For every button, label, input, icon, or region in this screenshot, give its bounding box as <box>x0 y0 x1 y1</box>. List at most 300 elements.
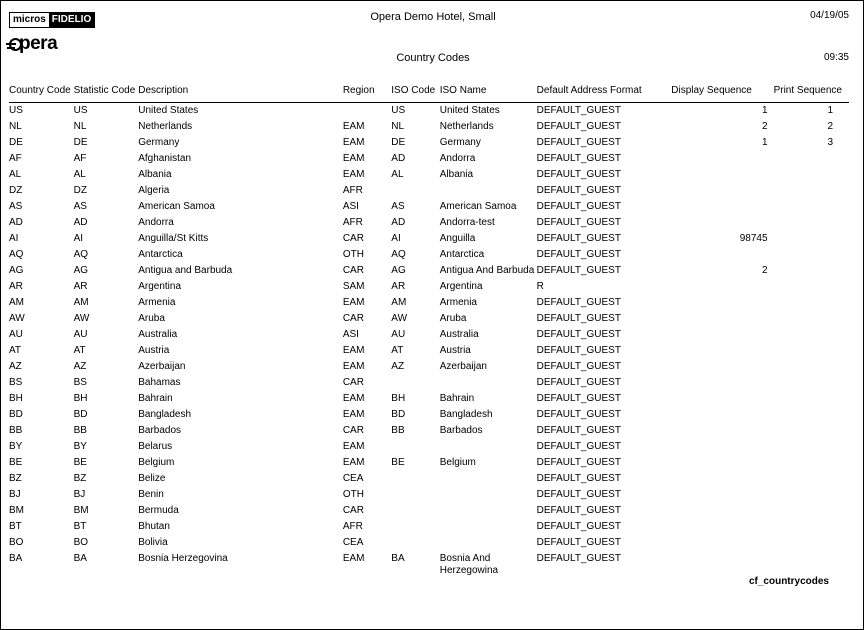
cell-iso-name: Argentina <box>439 281 483 292</box>
cell-address-format: DEFAULT_GUEST <box>536 233 621 244</box>
cell-iso-name <box>440 519 537 535</box>
cell-display-sequence: 2 <box>762 265 768 276</box>
cell-description: Armenia <box>138 297 176 308</box>
cell-statistic-code: AD <box>73 217 88 228</box>
cell-display-sequence <box>671 535 773 551</box>
column-header-address-format: Default Address Format <box>536 85 642 96</box>
cell-iso-name: Armenia <box>439 297 477 308</box>
cell-country-code: AS <box>9 201 23 212</box>
cell-iso-code <box>391 439 439 455</box>
cell-iso-name <box>440 375 537 391</box>
cell-print-sequence <box>774 151 849 167</box>
cell-iso-name: Albania <box>439 169 474 180</box>
cell-address-format: DEFAULT_GUEST <box>536 185 621 196</box>
cell-region: ASI <box>342 201 359 212</box>
cell-statistic-code: AM <box>73 297 89 308</box>
cell-description: Argentina <box>138 281 182 292</box>
cell-display-sequence: 1 <box>762 105 768 116</box>
cell-statistic-code: AG <box>73 265 89 276</box>
cell-iso-code: AT <box>391 345 404 356</box>
cell-iso-name: Bangladesh <box>439 409 493 420</box>
cell-iso-code: AU <box>391 329 406 340</box>
cell-display-sequence: 98745 <box>739 233 768 244</box>
cell-address-format: DEFAULT_GUEST <box>536 393 621 404</box>
cell-region: AFR <box>342 185 363 196</box>
cell-print-sequence <box>774 487 849 503</box>
print-time: 09:35 <box>823 52 849 63</box>
cell-description: Antarctica <box>138 249 183 260</box>
cell-country-code: AD <box>9 217 23 228</box>
cell-country-code: AF <box>9 153 22 164</box>
cell-description: Bahrain <box>138 393 173 404</box>
column-header-iso-name: ISO Name <box>439 85 487 96</box>
cell-display-sequence <box>671 167 773 183</box>
cell-display-sequence <box>671 359 773 375</box>
cell-address-format: DEFAULT_GUEST <box>536 265 621 276</box>
cell-address-format: DEFAULT_GUEST <box>536 537 621 548</box>
cell-print-sequence <box>774 343 849 359</box>
cell-print-sequence <box>774 247 849 263</box>
cell-display-sequence <box>671 503 773 519</box>
cell-iso-code <box>391 471 439 487</box>
cell-print-sequence <box>774 167 849 183</box>
cell-iso-code: BE <box>391 457 405 468</box>
table-row <box>9 183 849 199</box>
table-row <box>9 135 849 151</box>
cell-region: EAM <box>342 121 365 132</box>
cell-description: Antigua and Barbuda <box>138 265 233 276</box>
cell-address-format: DEFAULT_GUEST <box>536 489 621 500</box>
cell-description: Bermuda <box>138 505 179 516</box>
cell-description: Germany <box>138 137 180 148</box>
country-codes-table <box>9 85 849 579</box>
column-header-iso-code: ISO Code <box>391 85 436 96</box>
cell-print-sequence <box>774 327 849 343</box>
page-title: Country Codes <box>396 52 470 64</box>
cell-country-code: BE <box>9 457 23 468</box>
cell-iso-code: AZ <box>391 361 405 372</box>
cell-country-code: AU <box>9 329 23 340</box>
cell-region: CEA <box>342 537 364 548</box>
cell-print-sequence <box>774 231 849 247</box>
cell-country-code: BS <box>9 377 23 388</box>
cell-description: Andorra <box>138 217 174 228</box>
cell-print-sequence <box>774 455 849 471</box>
cell-region: CAR <box>342 377 364 388</box>
cell-print-sequence <box>774 295 849 311</box>
cell-display-sequence <box>671 551 773 579</box>
cell-iso-name <box>440 439 537 455</box>
cell-country-code: DZ <box>9 185 23 196</box>
cell-statistic-code: AQ <box>73 249 89 260</box>
cell-iso-name: Barbados <box>439 425 483 436</box>
cell-print-sequence <box>774 439 849 455</box>
cell-description: Austria <box>138 345 170 356</box>
cell-display-sequence <box>671 487 773 503</box>
cell-statistic-code: BE <box>73 457 87 468</box>
cell-description: Belarus <box>138 441 173 452</box>
cell-iso-code: BH <box>391 393 406 404</box>
cell-iso-name: Belgium <box>439 457 476 468</box>
column-header-description: Description <box>138 85 189 96</box>
opera-logo <box>9 34 57 53</box>
cell-iso-code <box>391 375 439 391</box>
cell-address-format: DEFAULT_GUEST <box>536 361 621 372</box>
cell-iso-code: AW <box>391 313 408 324</box>
cell-country-code: US <box>9 105 23 116</box>
cell-country-code: BO <box>9 537 24 548</box>
cell-address-format: DEFAULT_GUEST <box>536 297 621 308</box>
cell-print-sequence: 2 <box>827 121 833 132</box>
cell-iso-name: Antarctica <box>439 249 485 260</box>
cell-statistic-code: BT <box>73 521 87 532</box>
cell-statistic-code: BM <box>73 505 89 516</box>
cell-region: EAM <box>342 441 365 452</box>
cell-region: EAM <box>342 137 365 148</box>
cell-region: CAR <box>342 265 364 276</box>
cell-country-code: DE <box>9 137 23 148</box>
cell-region: ASI <box>342 329 359 340</box>
cell-display-sequence <box>671 391 773 407</box>
cell-statistic-code: DE <box>73 137 88 148</box>
fidelio-logo-text: FIDELIO <box>49 13 94 27</box>
cell-region: CAR <box>342 505 364 516</box>
table-row <box>9 215 849 231</box>
cell-iso-code <box>391 487 439 503</box>
table-row <box>9 279 849 295</box>
cell-print-sequence: 3 <box>827 137 833 148</box>
cell-display-sequence <box>671 519 773 535</box>
cell-display-sequence <box>671 471 773 487</box>
cell-print-sequence <box>774 503 849 519</box>
cell-iso-code <box>391 503 439 519</box>
cell-statistic-code: AL <box>73 169 86 180</box>
cell-iso-name: American Samoa <box>439 201 517 212</box>
table-row <box>9 151 849 167</box>
cell-print-sequence <box>774 215 849 231</box>
table-row <box>9 119 849 135</box>
cell-statistic-code: BJ <box>73 489 86 500</box>
cell-description: Afghanistan <box>138 153 192 164</box>
cell-print-sequence <box>774 359 849 375</box>
cell-print-sequence <box>774 423 849 439</box>
table-row <box>9 343 849 359</box>
cell-statistic-code: BD <box>73 409 88 420</box>
cell-country-code: AL <box>9 169 22 180</box>
cell-display-sequence <box>671 439 773 455</box>
cell-country-code: AI <box>9 233 19 244</box>
cell-statistic-code: NL <box>73 121 87 132</box>
cell-description: Aruba <box>138 313 165 324</box>
cell-region: EAM <box>342 153 365 164</box>
cell-country-code: BZ <box>9 473 22 484</box>
cell-region: CAR <box>342 313 364 324</box>
cell-display-sequence <box>671 343 773 359</box>
column-header-region: Region <box>342 85 375 96</box>
cell-region: EAM <box>342 169 365 180</box>
cell-display-sequence <box>671 455 773 471</box>
print-date: 04/19/05 <box>810 10 849 21</box>
table-row <box>9 359 849 375</box>
cell-country-code: BY <box>9 441 23 452</box>
cell-description: Bhutan <box>138 521 170 532</box>
cell-address-format: DEFAULT_GUEST <box>536 153 621 164</box>
cell-address-format: DEFAULT_GUEST <box>536 521 621 532</box>
cell-region: EAM <box>342 393 365 404</box>
cell-print-sequence <box>774 199 849 215</box>
table-row <box>9 423 849 439</box>
cell-iso-name: Netherlands <box>439 121 494 132</box>
table-row <box>9 551 849 579</box>
cell-iso-name: Andorra <box>439 153 476 164</box>
cell-display-sequence <box>671 279 773 295</box>
cell-iso-code: DE <box>391 137 406 148</box>
cell-display-sequence <box>671 423 773 439</box>
table-row <box>9 391 849 407</box>
table-row <box>9 327 849 343</box>
cell-address-format: DEFAULT_GUEST <box>536 169 621 180</box>
cell-iso-name <box>440 487 537 503</box>
cell-region: EAM <box>342 297 365 308</box>
cell-region: CAR <box>342 425 364 436</box>
cell-print-sequence <box>774 519 849 535</box>
cell-description: Bosnia Herzegovina <box>138 553 228 564</box>
cell-description: Azerbaijan <box>138 361 186 372</box>
cell-print-sequence <box>774 311 849 327</box>
cell-iso-code <box>391 183 439 199</box>
cell-description: Belgium <box>138 457 175 468</box>
cell-country-code: AQ <box>9 249 24 260</box>
cell-region: AFR <box>342 217 363 228</box>
cell-region: EAM <box>342 457 365 468</box>
report-code-footer: cf_countrycodes <box>748 576 829 587</box>
column-header-country-code: Country Code <box>9 85 71 96</box>
cell-region: CEA <box>342 473 364 484</box>
cell-display-sequence <box>671 295 773 311</box>
cell-address-format: DEFAULT_GUEST <box>536 473 621 484</box>
table-row <box>9 471 849 487</box>
cell-statistic-code: AR <box>73 281 88 292</box>
table-row <box>9 407 849 423</box>
cell-display-sequence <box>671 151 773 167</box>
cell-address-format: DEFAULT_GUEST <box>536 201 621 212</box>
opera-logo-text: pera <box>19 33 58 54</box>
cell-statistic-code: BS <box>73 377 87 388</box>
cell-iso-code: AD <box>391 153 406 164</box>
cell-country-code: AM <box>9 297 24 308</box>
cell-print-sequence <box>774 375 849 391</box>
cell-print-sequence: 1 <box>827 105 833 116</box>
cell-country-code: AZ <box>9 361 22 372</box>
cell-region: OTH <box>342 249 364 260</box>
cell-display-sequence <box>671 311 773 327</box>
table-row <box>9 263 849 279</box>
cell-print-sequence <box>774 407 849 423</box>
column-header-print-sequence: Print Sequence <box>773 85 842 96</box>
cell-iso-code: BA <box>391 553 405 564</box>
cell-region: EAM <box>342 553 365 564</box>
cell-iso-code: AG <box>391 265 406 276</box>
cell-description: Anguilla/St Kitts <box>138 233 209 244</box>
table-row <box>9 103 849 120</box>
cell-description: Bolivia <box>138 537 168 548</box>
cell-print-sequence <box>774 535 849 551</box>
cell-iso-name: Andorra-test <box>439 217 495 228</box>
cell-statistic-code: AU <box>73 329 88 340</box>
cell-region: OTH <box>342 489 364 500</box>
cell-address-format: DEFAULT_GUEST <box>536 329 621 340</box>
hotel-title: Opera Demo Hotel, Small <box>370 11 496 23</box>
cell-description: Barbados <box>138 425 182 436</box>
cell-address-format: DEFAULT_GUEST <box>536 249 621 260</box>
cell-address-format: DEFAULT_GUEST <box>536 441 621 452</box>
cell-region: EAM <box>342 361 365 372</box>
cell-display-sequence <box>671 199 773 215</box>
cell-country-code: BB <box>9 425 23 436</box>
cell-description: Benin <box>138 489 164 500</box>
cell-display-sequence <box>671 327 773 343</box>
cell-statistic-code: AS <box>73 201 87 212</box>
cell-country-code: BH <box>9 393 23 404</box>
cell-iso-code: AS <box>391 201 405 212</box>
table-row <box>9 311 849 327</box>
cell-display-sequence: 1 <box>762 137 768 148</box>
cell-country-code: BA <box>9 553 23 564</box>
cell-description: Algeria <box>138 185 170 196</box>
cell-address-format: DEFAULT_GUEST <box>536 457 621 468</box>
cell-address-format: DEFAULT_GUEST <box>536 217 621 228</box>
cell-print-sequence <box>774 391 849 407</box>
table-row <box>9 519 849 535</box>
cell-print-sequence <box>774 551 849 579</box>
cell-iso-name: Austria <box>439 345 471 356</box>
table-row <box>9 167 849 183</box>
cell-iso-code: AL <box>391 169 404 180</box>
table-row <box>9 535 849 551</box>
cell-statistic-code: BZ <box>73 473 87 484</box>
cell-description: Australia <box>138 329 178 340</box>
cell-statistic-code: AW <box>73 313 90 324</box>
cell-iso-code <box>391 519 439 535</box>
cell-iso-name: Azerbaijan <box>439 361 487 372</box>
cell-print-sequence <box>774 279 849 295</box>
table-row <box>9 455 849 471</box>
table-row <box>9 375 849 391</box>
cell-iso-name: Germany <box>439 137 481 148</box>
cell-country-code: NL <box>9 121 22 132</box>
table-row <box>9 199 849 215</box>
cell-statistic-code: BO <box>73 537 89 548</box>
cell-description: Bangladesh <box>138 409 192 420</box>
cell-region: CAR <box>342 233 364 244</box>
cell-iso-code: AM <box>391 297 407 308</box>
cell-country-code: AG <box>9 265 24 276</box>
cell-iso-name: Antigua And Barbuda <box>439 265 535 276</box>
cell-statistic-code: AI <box>73 233 84 244</box>
cell-region: EAM <box>342 409 365 420</box>
table-header-row <box>9 85 849 100</box>
cell-region: EAM <box>342 345 365 356</box>
cell-country-code: BT <box>9 521 22 532</box>
cell-address-format: DEFAULT_GUEST <box>536 377 621 388</box>
cell-statistic-code: BY <box>73 441 87 452</box>
micros-logo-text: micros <box>10 13 49 27</box>
cell-address-format: DEFAULT_GUEST <box>536 505 621 516</box>
table-row <box>9 487 849 503</box>
cell-iso-name <box>440 471 537 487</box>
cell-iso-name: Australia <box>439 329 479 340</box>
cell-print-sequence <box>774 263 849 279</box>
cell-display-sequence: 2 <box>762 121 768 132</box>
table-body <box>9 103 849 580</box>
cell-iso-code: AR <box>391 281 406 292</box>
table-row <box>9 503 849 519</box>
cell-country-code: BD <box>9 409 23 420</box>
cell-display-sequence <box>671 375 773 391</box>
cell-print-sequence <box>774 471 849 487</box>
cell-country-code: BJ <box>9 489 21 500</box>
cell-region: AFR <box>342 521 363 532</box>
cell-region <box>343 103 391 120</box>
cell-statistic-code: DZ <box>73 185 87 196</box>
cell-iso-code: US <box>391 105 406 116</box>
cell-print-sequence <box>774 183 849 199</box>
cell-statistic-code: US <box>73 105 88 116</box>
cell-display-sequence <box>671 183 773 199</box>
cell-iso-code: AI <box>391 233 401 244</box>
cell-country-code: AR <box>9 281 23 292</box>
cell-statistic-code: AT <box>73 345 86 356</box>
table-row <box>9 231 849 247</box>
cell-iso-code: BB <box>391 425 405 436</box>
cell-iso-name <box>440 183 537 199</box>
cell-iso-name: Bahrain <box>439 393 475 404</box>
cell-iso-name: Bosnia And Herzegowina <box>439 553 499 576</box>
cell-address-format: DEFAULT_GUEST <box>536 425 621 436</box>
cell-description: Belize <box>138 473 166 484</box>
cell-description: Netherlands <box>138 121 193 132</box>
cell-iso-name: United States <box>439 105 500 116</box>
cell-statistic-code: BH <box>73 393 88 404</box>
cell-iso-code: AQ <box>391 249 406 260</box>
column-header-statistic-code: Statistic Code <box>73 85 136 96</box>
cell-description: Bahamas <box>138 377 181 388</box>
cell-iso-name: Aruba <box>439 313 467 324</box>
cell-region: SAM <box>342 281 365 292</box>
cell-description: Albania <box>138 169 172 180</box>
cell-address-format: DEFAULT_GUEST <box>536 137 621 148</box>
cell-statistic-code: BA <box>73 553 87 564</box>
cell-address-format: DEFAULT_GUEST <box>536 553 621 564</box>
cell-description: United States <box>138 105 199 116</box>
cell-iso-code: BD <box>391 409 406 420</box>
cell-address-format: DEFAULT_GUEST <box>536 409 621 420</box>
cell-description: American Samoa <box>138 201 215 212</box>
cell-address-format: R <box>536 281 544 292</box>
cell-iso-name: Anguilla <box>439 233 476 244</box>
opera-swoosh-icon <box>9 38 22 51</box>
cell-address-format: DEFAULT_GUEST <box>536 313 621 324</box>
column-header-display-sequence: Display Sequence <box>671 85 752 96</box>
cell-iso-name <box>440 503 537 519</box>
cell-display-sequence <box>671 247 773 263</box>
cell-display-sequence <box>671 215 773 231</box>
cell-country-code: AT <box>9 345 22 356</box>
cell-iso-code: NL <box>391 121 405 132</box>
cell-iso-code <box>391 535 439 551</box>
cell-address-format: DEFAULT_GUEST <box>536 105 621 116</box>
cell-statistic-code: BB <box>73 425 87 436</box>
